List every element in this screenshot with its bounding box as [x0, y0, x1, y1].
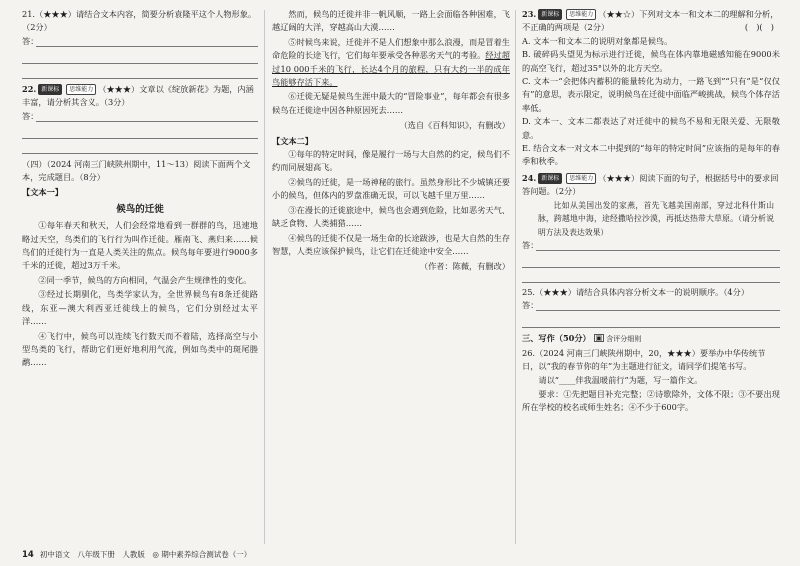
paragraph: ②同一季节，候鸟的方向相同，气温会产生规律性的变化。	[38, 274, 252, 285]
column-middle	[272, 8, 510, 276]
paragraph: ③在漫长的迁徙旅途中，候鸟也会遇到危险，比如恶劣天气、缺乏食物、人类捕猎……	[272, 204, 510, 229]
answer-parens[interactable]: ( )( )	[744, 22, 774, 33]
answer-line[interactable]	[522, 253, 780, 268]
paragraph: ④候鸟的迁徙不仅是一场生命的长途跋涉，也是大自然的生存智慧，人类应该保护候鸟，让它们在迁徙途中安全……	[272, 232, 510, 256]
question-21: 21.（★★★）请结合文本内容，简要分析袁隆平这个人物形象。（2分）	[22, 9, 257, 33]
answer-line[interactable]: 答：	[22, 110, 258, 124]
question-22: 22. 新课标 思维能力 （★★★）文章以《绽放新花》为题，内涵丰富，请分析其含义。（3分）	[22, 83, 254, 108]
paragraph: ①每年春天和秋天，人们会经常地看到一群群的鸟，迅速地略过天空，鸟类们的飞行行为叫作迁徙。雁南飞、燕归来……候鸟们的迁徙行为一直是人类关注的焦点。候鸟每年要进行9000多千米的迁徙，超过3万千米。	[22, 220, 258, 271]
paragraph: ③经过长期驯化，鸟类学家认为，全世界候鸟有8条迁徙路线，东亚—澳大利西亚迁徙线上的候鸟，它们分别经过太平洋……	[22, 289, 258, 327]
badge-thinking: 思维能力	[566, 173, 596, 184]
option-c: C. 文本一“会把体内蓄积的能量转化为动力，一路飞到”“只有”是“仅仅有”的意思，表示限定，说明候鸟在迁徙中面临严峻挑战，候鸟个体存活率低。	[522, 76, 780, 113]
question-26: 26.（2024 河南三门峡陕州期中，20，★★★）要举办中华传统节日，以“我的春节你的年”为主题进行征文，请同学们提笔书写。	[522, 347, 766, 372]
source-note: （选自《百科知识》，有删改）	[399, 120, 510, 131]
rubric-icon: ▣	[595, 334, 603, 343]
column-divider	[515, 10, 516, 544]
paragraph: ②候鸟的迁徙，是一场神秘的旅行。虽然身形比不少城镇还要小的候鸟，但体内的罗盘准确无误，可以飞越千里万里……	[272, 176, 510, 201]
column-right	[522, 8, 780, 416]
text1-label: 【文本一】	[22, 187, 63, 198]
badge-new-standard: 新课标	[38, 84, 62, 95]
footer-text: 初中语文 八年级下册 人教版 ◎ 期中素养综合测试卷（一）	[39, 550, 252, 559]
column-divider	[264, 10, 265, 544]
answer-line[interactable]	[22, 139, 258, 154]
text1-title: 候鸟的迁徙	[116, 203, 164, 215]
page-footer	[22, 549, 251, 560]
badge-thinking: 思维能力	[66, 84, 96, 95]
answer-line[interactable]: 答：	[22, 35, 258, 49]
paragraph: ④飞行中，候鸟可以连续飞行数天而不着陆，选择高空与小型鸟类的飞行，帮助它们更好地利用气流，例如鸟类中的斑尾塍鹬……	[22, 330, 258, 368]
writing-prompt: 请以“____伴我温暖前行”为题，写一篇作文。	[538, 374, 703, 385]
answer-line[interactable]	[522, 313, 780, 328]
writing-requirements: 要求：①先把题目补充完整；②诗歌除外，文体不限；③不要出现所在学校的校名或师生姓名；④不少于600字。	[522, 388, 780, 413]
source-note: （作者：陈薇，有删改）	[419, 261, 510, 272]
page-number: 14	[22, 550, 34, 560]
question-23: 23. 新课标 思维能力 （★★☆）下列对文本一和文本二的理解和分析，不正确的两项是（2分） ( )( )	[522, 8, 780, 35]
paragraph: 然而，候鸟的迁徙并非一帆风顺，一路上会面临各种困难，飞越辽阔的大洋，穿越高山大漠……	[272, 9, 510, 33]
text2-label: 【文本二】	[272, 135, 313, 146]
option-b: B. 破碎码头望见为标示进行迁徙，候鸟在体内靠地磁感知能在9000米的高空飞行，超过35°以外的北方天空。	[522, 49, 780, 73]
answer-line[interactable]	[22, 64, 258, 79]
badge-new-standard: 新课标	[538, 9, 562, 20]
answer-line[interactable]	[522, 268, 780, 283]
question-25: 25.（★★★）请结合具体内容分析文本一的说明顺序。（4分）	[522, 286, 750, 297]
passage-intro: （四）（2024 河南三门峡陕州期中，11～13）阅读下面两个文本，完成题目。（8分）	[22, 158, 251, 183]
paragraph: ⑤时候鸟来说，迁徙并不是人们想象中那么浪漫，而是冒着生命危险的长途飞行，它们每年要承受各种恶劣天气的考验。经过超过10 000千米的飞行，长达4个月的旅程，只有大约一半的成年鸟能够存活下来。	[272, 36, 510, 88]
writing-section-title: 三、写作（50分） ▣ 含评分细则	[522, 333, 642, 344]
option-e: E. 结合文本一对文本二中提到的“每年的特定时间”应该指的是每年的春季和秋季。	[522, 143, 780, 167]
answer-line[interactable]: 答：	[522, 239, 780, 253]
option-a: A. 文本一和文本二的说明对象都是候鸟。	[522, 35, 673, 46]
quoted-sentence: 比如从美国出发的家燕，首先飞越美国南部，穿过北科什斯山脉，跨越地中海，途经撒哈拉沙漠，再抵达热带大草原。（请分析说明方法及表达效果）	[538, 200, 774, 237]
question-24: 24. 新课标 思维能力 （★★★）阅读下面的句子，根据括号中的要求回答问题。（2分）	[522, 172, 779, 197]
option-d: D. 文本一、文本二都表达了对迁徙中的候鸟不易和无限关爱、无限敬意。	[522, 116, 780, 140]
answer-line[interactable]: 答：	[522, 299, 780, 313]
answer-line[interactable]	[22, 49, 258, 64]
column-left	[22, 8, 258, 371]
paragraph: ⑥迁徙无疑是候鸟生涯中最大的“冒险事业”，每年都会有很多候鸟在迁徙途中因各种原因死去……	[272, 91, 510, 115]
paragraph: ①每年的特定时间，像是履行一场与大自然的约定，候鸟们不约而同展翅高飞。	[272, 149, 510, 173]
badge-new-standard: 新课标	[538, 173, 562, 184]
answer-line[interactable]	[22, 124, 258, 139]
badge-thinking: 思维能力	[566, 9, 596, 20]
underlined-sentence: 经过超过10 000千米的飞行，长达4个月的旅程，只有大约一半的成年鸟能够存活下来。	[272, 50, 510, 88]
